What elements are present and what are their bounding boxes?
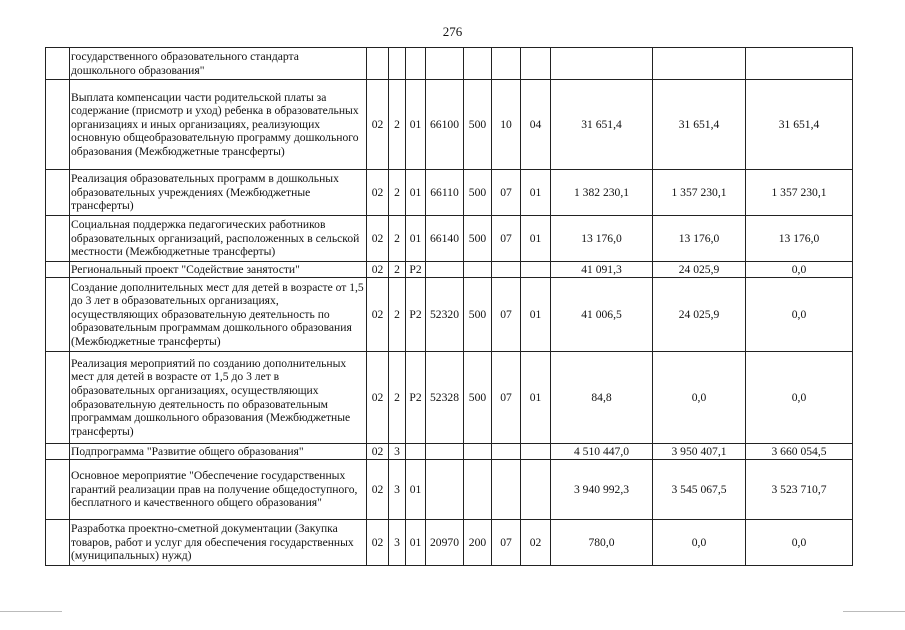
table-body xyxy=(46,48,853,566)
code-c6 xyxy=(492,262,521,278)
table-row xyxy=(46,262,853,278)
code-c5 xyxy=(464,48,492,80)
amount-s2: 0,0 xyxy=(653,520,746,566)
table-row xyxy=(46,460,853,520)
code-c2: 3 xyxy=(389,460,406,520)
row-name: Подпрограмма "Развитие общего образования" xyxy=(70,444,367,460)
code-c3: 01 xyxy=(406,170,426,216)
amount-s3: 0,0 xyxy=(746,520,853,566)
code-c6: 07 xyxy=(492,170,521,216)
table-row xyxy=(46,352,853,444)
code-c3 xyxy=(406,48,426,80)
code-c3 xyxy=(406,444,426,460)
code-c5 xyxy=(464,262,492,278)
amount-s3: 31 651,4 xyxy=(746,80,853,170)
table-row xyxy=(46,520,853,566)
amount-s3: 0,0 xyxy=(746,278,853,352)
indent-cell xyxy=(46,460,70,520)
code-c6: 07 xyxy=(492,216,521,262)
amount-s3: 13 176,0 xyxy=(746,216,853,262)
amount-s1: 3 940 992,3 xyxy=(551,460,653,520)
row-name: Региональный проект "Содействие занятости" xyxy=(70,262,367,278)
amount-s1: 41 091,3 xyxy=(551,262,653,278)
code-c7: 01 xyxy=(521,352,551,444)
code-c6: 07 xyxy=(492,278,521,352)
table-row xyxy=(46,170,853,216)
code-c3: 01 xyxy=(406,460,426,520)
code-c6: 10 xyxy=(492,80,521,170)
code-c7 xyxy=(521,262,551,278)
amount-s1: 1 382 230,1 xyxy=(551,170,653,216)
row-name: Социальная поддержка педагогических работников образовательных организаций, расположенных в сельской местности (Межбюджетные трансферты) xyxy=(70,216,367,262)
code-c6: 07 xyxy=(492,352,521,444)
amount-s2: 13 176,0 xyxy=(653,216,746,262)
code-c5: 200 xyxy=(464,520,492,566)
amount-s2: 31 651,4 xyxy=(653,80,746,170)
code-c7: 01 xyxy=(521,216,551,262)
code-c2: 2 xyxy=(389,80,406,170)
amount-s1 xyxy=(551,48,653,80)
budget-table xyxy=(45,47,853,566)
row-name: Разработка проектно-сметной документации (Закупка товаров, работ и услуг для обеспечения государственных (муниципальных) нужд) xyxy=(70,520,367,566)
amount-s3: 0,0 xyxy=(746,352,853,444)
code-c6: 07 xyxy=(492,520,521,566)
code-c1 xyxy=(367,48,389,80)
code-c4: 20970 xyxy=(426,520,464,566)
indent-cell xyxy=(46,444,70,460)
indent-cell xyxy=(46,520,70,566)
code-c3: 01 xyxy=(406,80,426,170)
row-name: Основное мероприятие "Обеспечение государственных гарантий реализации прав на получение общедоступного, бесплатного и качественного общего образования" xyxy=(70,460,367,520)
indent-cell xyxy=(46,48,70,80)
row-name: Реализация мероприятий по созданию дополнительных мест для детей в возрасте от 1,5 до 3 лет в образовательных организациях, осуществляющих образовательную деятельность по образовательным программам дошкольного образования (Межбюджетные трансферты) xyxy=(70,352,367,444)
amount-s1: 41 006,5 xyxy=(551,278,653,352)
code-c7 xyxy=(521,48,551,80)
code-c1: 02 xyxy=(367,262,389,278)
code-c4 xyxy=(426,48,464,80)
indent-cell xyxy=(46,216,70,262)
indent-cell xyxy=(46,80,70,170)
code-c4 xyxy=(426,460,464,520)
code-c2: 2 xyxy=(389,170,406,216)
amount-s3: 3 523 710,7 xyxy=(746,460,853,520)
footer-rule-right xyxy=(843,611,905,612)
code-c6 xyxy=(492,460,521,520)
indent-cell xyxy=(46,278,70,352)
code-c4: 52328 xyxy=(426,352,464,444)
code-c3: P2 xyxy=(406,352,426,444)
table-row xyxy=(46,80,853,170)
code-c3: P2 xyxy=(406,262,426,278)
code-c2: 3 xyxy=(389,444,406,460)
table-row xyxy=(46,48,853,80)
page-number: 276 xyxy=(442,24,463,39)
row-name: Выплата компенсации части родительской платы за содержание (присмотр и уход) ребенка в образовательных организациях и иных организациях, реализующих основную общеобразовательную программу дошкольного образования (Межбюджетные трансферты) xyxy=(70,80,367,170)
code-c1: 02 xyxy=(367,460,389,520)
code-c3: P2 xyxy=(406,278,426,352)
code-c1: 02 xyxy=(367,170,389,216)
code-c7 xyxy=(521,444,551,460)
row-name: Реализация образовательных программ в дошкольных образовательных учреждениях (Межбюджетные трансферты) xyxy=(70,170,367,216)
code-c5: 500 xyxy=(464,216,492,262)
code-c7 xyxy=(521,460,551,520)
amount-s3: 1 357 230,1 xyxy=(746,170,853,216)
code-c3: 01 xyxy=(406,216,426,262)
code-c2: 3 xyxy=(389,520,406,566)
code-c4: 66110 xyxy=(426,170,464,216)
amount-s1: 780,0 xyxy=(551,520,653,566)
indent-cell xyxy=(46,262,70,278)
amount-s1: 84,8 xyxy=(551,352,653,444)
row-name: Создание дополнительных мест для детей в возрасте от 1,5 до 3 лет в образовательных организациях, осуществляющих образовательную деятельность по образовательным программам дошкольного образования (Межбюджетные трансферты) xyxy=(70,278,367,352)
code-c4: 66100 xyxy=(426,80,464,170)
code-c5 xyxy=(464,460,492,520)
amount-s1: 4 510 447,0 xyxy=(551,444,653,460)
code-c4: 66140 xyxy=(426,216,464,262)
code-c7: 04 xyxy=(521,80,551,170)
code-c5: 500 xyxy=(464,80,492,170)
amount-s2: 0,0 xyxy=(653,352,746,444)
code-c1: 02 xyxy=(367,444,389,460)
row-name: государственного образовательного стандарта дошкольного образования" xyxy=(70,48,367,80)
amount-s2: 3 950 407,1 xyxy=(653,444,746,460)
code-c2: 2 xyxy=(389,352,406,444)
amount-s2: 1 357 230,1 xyxy=(653,170,746,216)
code-c7: 01 xyxy=(521,278,551,352)
amount-s2: 24 025,9 xyxy=(653,278,746,352)
amount-s3: 3 660 054,5 xyxy=(746,444,853,460)
amount-s2: 24 025,9 xyxy=(653,262,746,278)
amount-s3 xyxy=(746,48,853,80)
code-c3: 01 xyxy=(406,520,426,566)
code-c6 xyxy=(492,48,521,80)
code-c5: 500 xyxy=(464,278,492,352)
code-c5 xyxy=(464,444,492,460)
code-c4 xyxy=(426,262,464,278)
amount-s3: 0,0 xyxy=(746,262,853,278)
table-row xyxy=(46,278,853,352)
amount-s2 xyxy=(653,48,746,80)
code-c1: 02 xyxy=(367,80,389,170)
code-c7: 01 xyxy=(521,170,551,216)
code-c2: 2 xyxy=(389,262,406,278)
code-c2: 2 xyxy=(389,216,406,262)
code-c6 xyxy=(492,444,521,460)
amount-s2: 3 545 067,5 xyxy=(653,460,746,520)
code-c7: 02 xyxy=(521,520,551,566)
code-c1: 02 xyxy=(367,520,389,566)
code-c1: 02 xyxy=(367,278,389,352)
code-c5: 500 xyxy=(464,352,492,444)
code-c2 xyxy=(389,48,406,80)
code-c4: 52320 xyxy=(426,278,464,352)
amount-s1: 13 176,0 xyxy=(551,216,653,262)
code-c1: 02 xyxy=(367,216,389,262)
code-c1: 02 xyxy=(367,352,389,444)
code-c4 xyxy=(426,444,464,460)
indent-cell xyxy=(46,170,70,216)
amount-s1: 31 651,4 xyxy=(551,80,653,170)
footer-rule-left xyxy=(0,611,62,612)
table-row xyxy=(46,216,853,262)
indent-cell xyxy=(46,352,70,444)
table-row xyxy=(46,444,853,460)
code-c5: 500 xyxy=(464,170,492,216)
code-c2: 2 xyxy=(389,278,406,352)
